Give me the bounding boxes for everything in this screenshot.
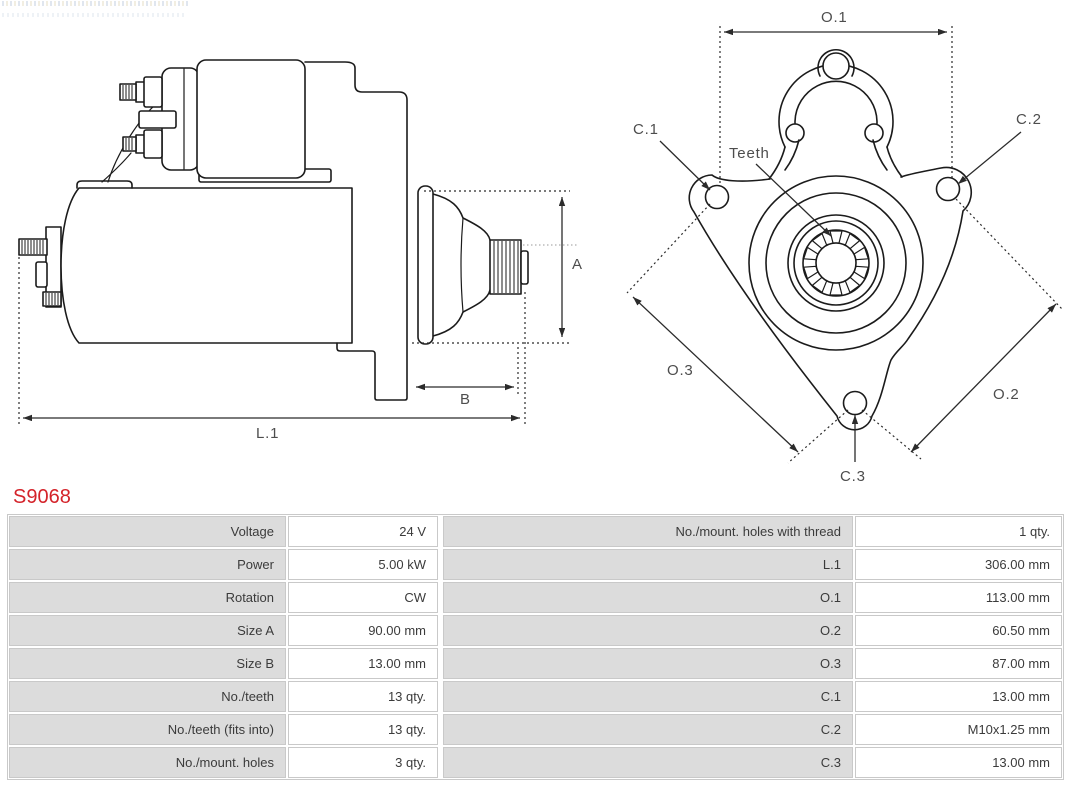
spec-label: Size B (9, 648, 286, 679)
spec-label: C.2 (443, 714, 853, 745)
dimension-o1 (720, 9, 952, 196)
table-row (9, 681, 1062, 712)
spec-label: O.1 (443, 582, 853, 613)
dim-o1-label: O.1 (821, 9, 848, 26)
spec-label: Voltage (9, 516, 286, 547)
mount-hole-c2 (937, 178, 960, 201)
solenoid (162, 60, 305, 178)
spec-label: O.3 (443, 648, 853, 679)
spec-value: CW (288, 582, 438, 613)
spec-label: O.2 (443, 615, 853, 646)
starter-side-view (19, 60, 583, 442)
motor-body (61, 181, 352, 343)
dim-a-label: A (572, 256, 583, 273)
spec-value: 113.00 mm (855, 582, 1062, 613)
table-row (9, 648, 1062, 679)
spec-label: C.3 (443, 747, 853, 778)
part-number: S9068 (13, 486, 71, 508)
table-row (9, 549, 1062, 580)
dim-o2-label: O.2 (993, 386, 1020, 403)
spec-label: Power (9, 549, 286, 580)
dim-o3-label: O.3 (667, 362, 694, 379)
spec-value: 5.00 kW (288, 549, 438, 580)
spec-value: 1 qty. (855, 516, 1062, 547)
top-arch (769, 50, 902, 179)
pinion-gear-front (803, 230, 869, 296)
table-row (9, 615, 1062, 646)
spec-label: C.1 (443, 681, 853, 712)
spec-value: M10x1.25 mm (855, 714, 1062, 745)
spec-value: 60.50 mm (855, 615, 1062, 646)
table-row (9, 747, 1062, 778)
table-row (9, 516, 1062, 547)
spec-label: Size A (9, 615, 286, 646)
spec-value: 87.00 mm (855, 648, 1062, 679)
dim-c1-label: C.1 (633, 121, 659, 138)
terminal-cable (102, 153, 131, 182)
spec-label: No./mount. holes (9, 747, 286, 778)
spec-value: 13 qty. (288, 714, 438, 745)
spec-value: 13.00 mm (288, 648, 438, 679)
spec-value: 13.00 mm (855, 681, 1062, 712)
c2-callout (958, 111, 1042, 184)
spec-value: 306.00 mm (855, 549, 1062, 580)
spec-label: No./teeth (9, 681, 286, 712)
rear-studs (19, 227, 61, 307)
dim-c2-label: C.2 (1016, 111, 1042, 128)
spec-value: 13.00 mm (855, 747, 1062, 778)
table-row (9, 714, 1062, 745)
teeth-callout (729, 145, 831, 236)
spec-value: 13 qty. (288, 681, 438, 712)
starter-front-view (627, 9, 1062, 485)
scan-artifact-strip-2 (2, 13, 185, 17)
dim-l1-label: L.1 (256, 425, 280, 442)
spec-label: No./mount. holes with thread (443, 516, 853, 547)
spec-label: Rotation (9, 582, 286, 613)
spec-table (7, 514, 1064, 780)
dimension-b (416, 347, 518, 408)
scan-artifact-strip (2, 1, 190, 6)
spec-label: L.1 (443, 549, 853, 580)
spec-value: 90.00 mm (288, 615, 438, 646)
pinion-gear-side (490, 240, 528, 294)
dim-c3-label: C.3 (840, 468, 866, 485)
teeth-label: Teeth (729, 145, 770, 162)
spec-value: 3 qty. (288, 747, 438, 778)
bell-housing (418, 186, 490, 344)
spec-value: 24 V (288, 516, 438, 547)
dim-b-label: B (460, 391, 471, 408)
spec-label: No./teeth (fits into) (9, 714, 286, 745)
table-row (9, 582, 1062, 613)
